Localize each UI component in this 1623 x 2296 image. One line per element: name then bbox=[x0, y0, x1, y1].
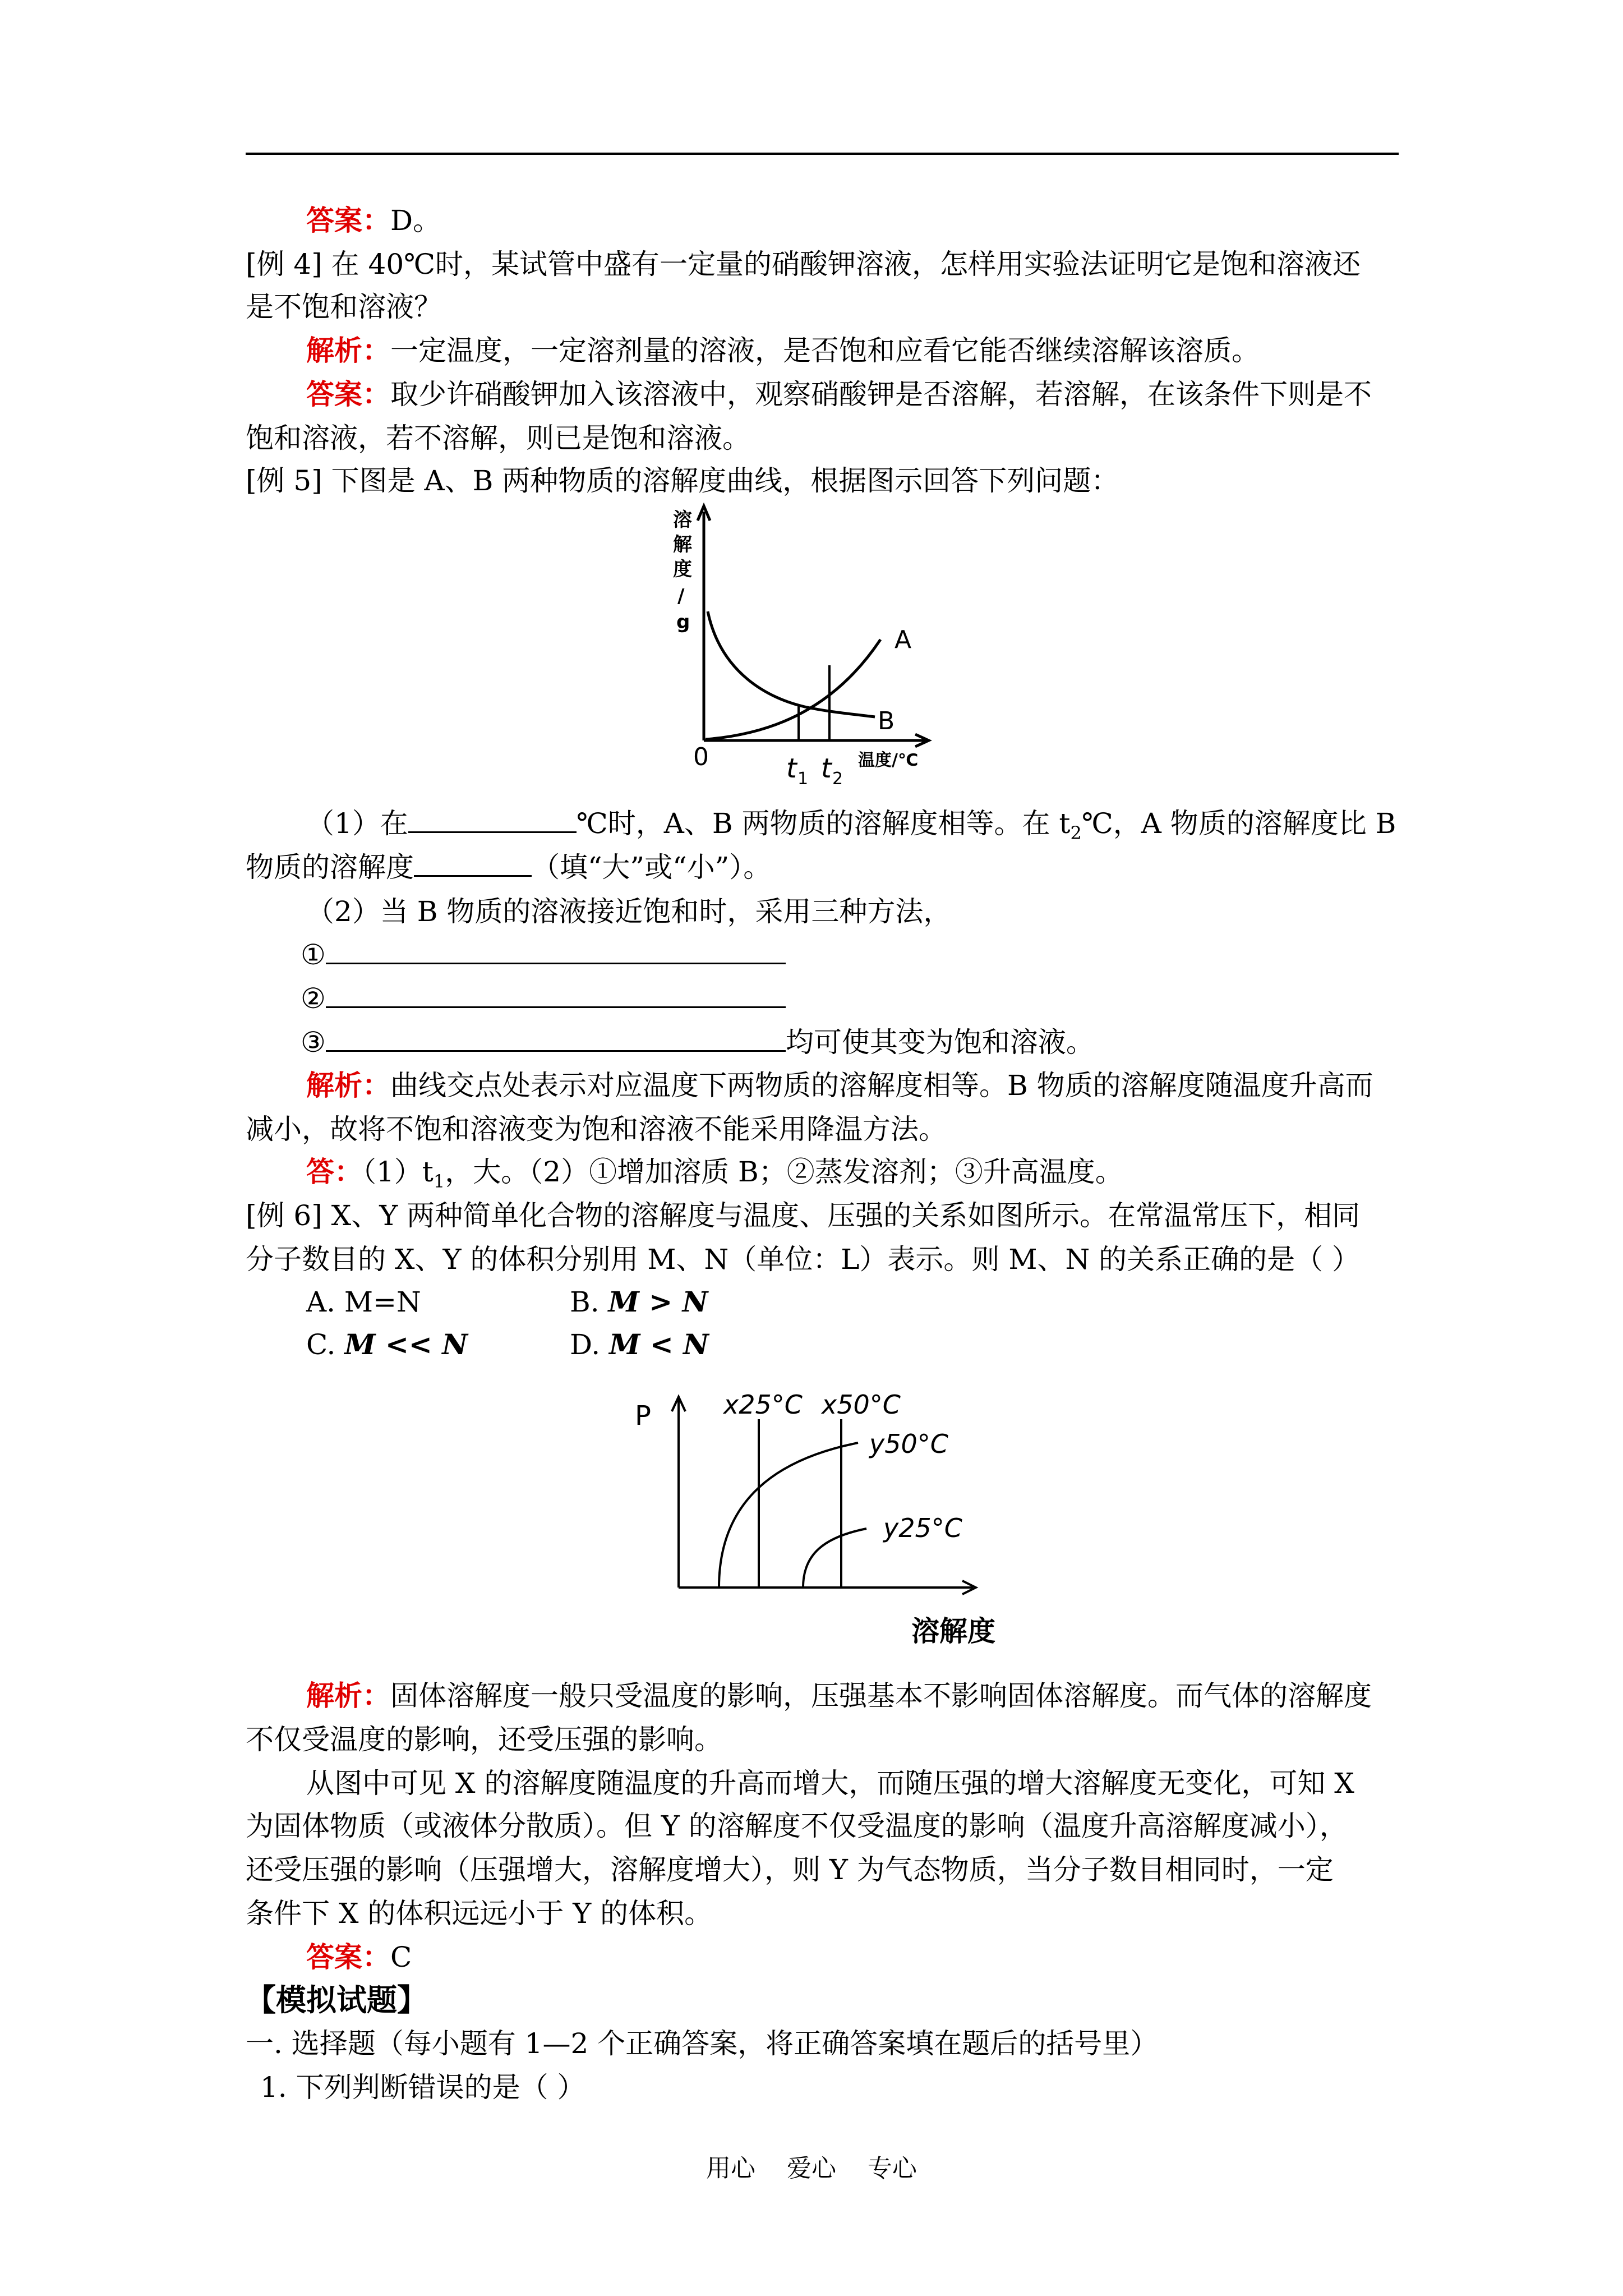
y-axis-label: P bbox=[635, 1400, 651, 1432]
ex5-method3 bbox=[301, 1024, 1094, 1060]
option-math: M > N bbox=[608, 1285, 708, 1318]
answer-blank[interactable] bbox=[326, 981, 786, 1008]
answer-label: 答案： bbox=[306, 378, 390, 411]
mock-heading: 【模拟试题】 bbox=[246, 1982, 427, 2018]
ex4-question-line1: [例 4] 在 40℃时，某试管中盛有一定量的硝酸钾溶液，怎样用实验法证明它是饱和溶液还 bbox=[246, 248, 1361, 280]
q1-middle: ℃时，A、B 两物质的溶解度相等。在 t bbox=[576, 807, 1071, 840]
ex6-question-line1: [例 6] X、Y 两种简单化合物的溶解度与温度、压强的关系如图所示。在常温常压下，相同 bbox=[246, 1199, 1361, 1232]
ex5-q2: （2）当 B 物质的溶液接近饱和时，采用三种方法， bbox=[306, 895, 952, 928]
y-label-char: g bbox=[676, 611, 690, 633]
t1-subscript: 1 bbox=[797, 769, 809, 789]
analysis-label: 解析： bbox=[306, 1679, 390, 1712]
answer-text: 取少许硝酸钾加入该溶液中，观察硝酸钾是否溶解，若溶解，在该条件下则是不 bbox=[390, 378, 1372, 411]
answer-blank[interactable] bbox=[326, 1024, 786, 1052]
option-label: B. bbox=[570, 1286, 600, 1318]
analysis-text: 固体溶解度一般只受温度的影响，压强基本不影响固体溶解度。而气体的溶解度 bbox=[390, 1680, 1372, 1712]
option-b bbox=[570, 1285, 708, 1319]
method-marker: ① bbox=[301, 938, 326, 971]
y-label-char: 度 bbox=[673, 558, 692, 581]
y-label-char: 溶 bbox=[673, 509, 692, 531]
t1-label: t bbox=[786, 753, 797, 784]
method-marker: ③ bbox=[301, 1026, 326, 1059]
y50-curve bbox=[719, 1443, 858, 1588]
ex5-answer bbox=[306, 1154, 1123, 1199]
answer-blank[interactable] bbox=[326, 937, 786, 964]
analysis-label: 解析： bbox=[306, 334, 390, 367]
ex5-analysis-line2: 减小，故将不饱和溶液变为饱和溶液不能采用降温方法。 bbox=[246, 1113, 947, 1145]
t2-subscript: 2 bbox=[832, 769, 843, 789]
t2-label: t bbox=[821, 753, 832, 784]
option-math: M << N bbox=[344, 1328, 468, 1361]
ex6-answer bbox=[306, 1940, 412, 1975]
curve-b-label: B bbox=[878, 707, 895, 735]
curve-a-label: A bbox=[895, 625, 912, 654]
ex5-method1 bbox=[301, 937, 786, 972]
x25-label: x25°C bbox=[723, 1389, 803, 1420]
answer-text: ，大。（2）①增加溶质 B；②蒸发溶剂；③升高温度。 bbox=[445, 1156, 1123, 1188]
ex6-question-line2: 分子数目的 X、Y 的体积分别用 M、N（单位：L）表示。则 M、N 的关系正确的是（ ） bbox=[246, 1243, 1361, 1276]
origin-label: 0 bbox=[693, 743, 709, 771]
option-d bbox=[570, 1327, 709, 1362]
analysis-label: 解析： bbox=[306, 1069, 390, 1102]
ex4-answer2-line2: 饱和溶液，若不溶解，则已是饱和溶液。 bbox=[246, 422, 750, 454]
y-label-char: / bbox=[677, 585, 685, 608]
ex5-analysis-line1 bbox=[306, 1068, 1373, 1103]
x-axis-label: 溶解度 bbox=[911, 1615, 995, 1648]
curve-b bbox=[708, 611, 875, 717]
ex4-answer2-line1 bbox=[306, 377, 1372, 412]
answer-label: 答案： bbox=[306, 204, 390, 237]
option-label: C. bbox=[306, 1328, 336, 1361]
ex5-method2 bbox=[301, 981, 786, 1016]
ex4-analysis bbox=[306, 333, 1260, 368]
answer-text: （1）t bbox=[362, 1156, 434, 1188]
y50-label: y50°C bbox=[869, 1429, 948, 1459]
mock-section-title: 一. 选择题（每小题有 1—2 个正确答案，将正确答案填在题后的括号里） bbox=[246, 2027, 1159, 2060]
ex4-answer bbox=[306, 203, 441, 238]
pressure-solubility-figure bbox=[623, 1369, 1015, 1660]
y-label-char: 解 bbox=[673, 533, 692, 556]
answer-value: C bbox=[390, 1941, 412, 1973]
ex6-para-line2: 为固体物质（或液体分散质）。但 Y 的溶解度不仅受温度的影响（温度升高溶解度减小）， bbox=[246, 1810, 1348, 1842]
answer-blank[interactable] bbox=[408, 806, 577, 833]
option-math: M < N bbox=[609, 1328, 709, 1361]
answer-label: 答： bbox=[306, 1155, 362, 1188]
ex5-question: [例 5] 下图是 A、B 两种物质的溶解度曲线，根据图示回答下列问题： bbox=[246, 464, 1119, 497]
ex6-analysis-line2: 不仅受温度的影响，还受压强的影响。 bbox=[246, 1723, 722, 1756]
option-label: D. bbox=[570, 1328, 601, 1361]
analysis-text: 一定温度，一定溶剂量的溶液，是否饱和应看它能否继续溶解该溶质。 bbox=[390, 334, 1260, 367]
x-axis-label: 温度/℃ bbox=[858, 751, 919, 770]
ex6-analysis-line1 bbox=[306, 1678, 1372, 1713]
solubility-curve-figure bbox=[662, 499, 998, 791]
q1-prefix: （1）在 bbox=[306, 807, 408, 840]
q1-tail: ℃，A 物质的溶解度比 B bbox=[1081, 807, 1396, 840]
method-tail: 均可使其变为饱和溶液。 bbox=[785, 1026, 1094, 1059]
q1-text: 物质的溶解度 bbox=[246, 851, 414, 884]
header-rule bbox=[246, 153, 1399, 155]
ex6-para-line3: 还受压强的影响（压强增大，溶解度增大），则 Y 为气态物质，当分子数目相同时，一定 bbox=[246, 1853, 1334, 1886]
ex5-q1-line2 bbox=[246, 849, 771, 885]
x50-label: x50°C bbox=[822, 1389, 901, 1420]
ex5-q1-line1 bbox=[306, 806, 1396, 850]
answer-blank[interactable] bbox=[414, 849, 532, 877]
q1-hint: （填“大”或“小”）。 bbox=[532, 851, 772, 884]
option-c bbox=[306, 1327, 468, 1362]
answer-value: D。 bbox=[390, 204, 441, 237]
mock-question-1: 1. 下列判断错误的是（ ） bbox=[260, 2071, 585, 2104]
ex4-question-line2: 是不饱和溶液？ bbox=[246, 291, 442, 323]
ex6-para-line4: 条件下 X 的体积远远小于 Y 的体积。 bbox=[246, 1897, 713, 1930]
ex6-para-line1: 从图中可见 X 的溶解度随温度的升高而增大，而随压强的增大溶解度无变化，可知 X bbox=[306, 1767, 1354, 1800]
analysis-text: 曲线交点处表示对应温度下两物质的溶解度相等。B 物质的溶解度随温度升高而 bbox=[390, 1069, 1373, 1102]
answer-label: 答案： bbox=[306, 1940, 390, 1973]
y25-label: y25°C bbox=[883, 1513, 962, 1543]
page-footer: 用心 爱心 专心 bbox=[706, 2154, 917, 2183]
subscript: 1 bbox=[433, 1171, 445, 1192]
option-a: A. M=N bbox=[306, 1286, 421, 1318]
curve-a bbox=[706, 639, 880, 739]
method-marker: ② bbox=[301, 982, 326, 1015]
y25-curve bbox=[803, 1529, 866, 1588]
subscript: 2 bbox=[1070, 822, 1082, 844]
